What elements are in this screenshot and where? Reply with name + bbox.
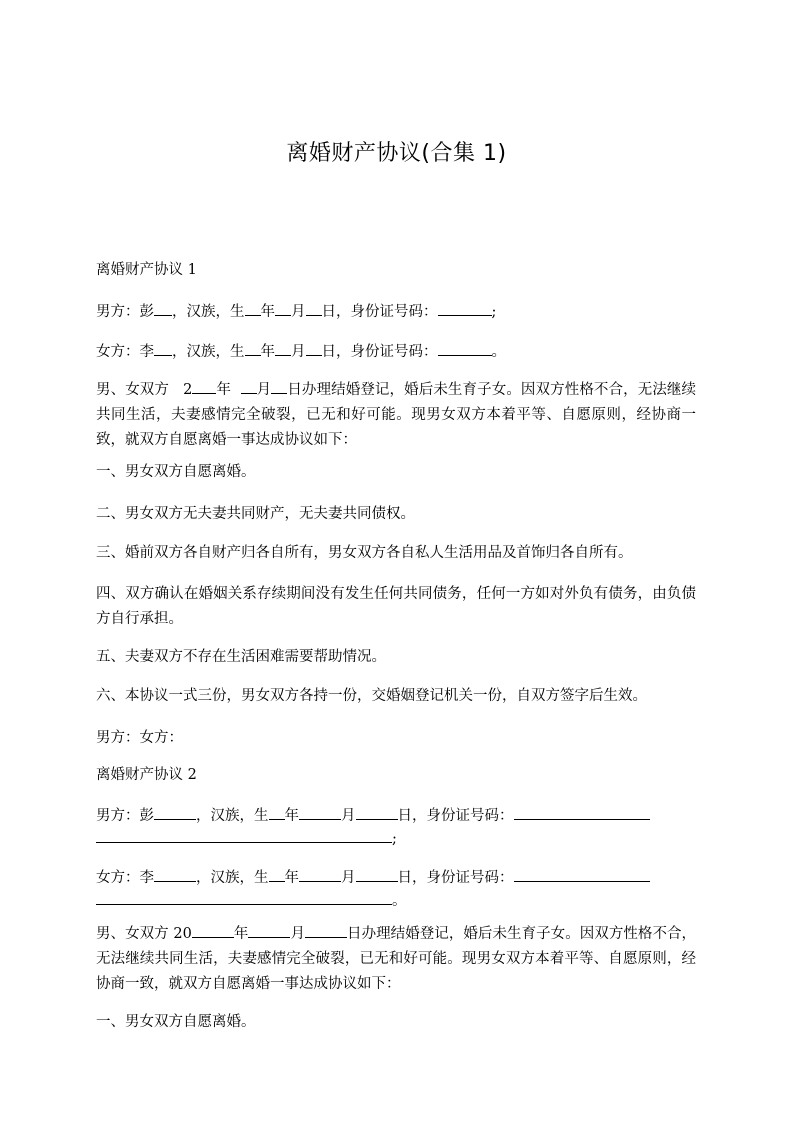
- blank: [275, 341, 291, 356]
- blank: [271, 379, 287, 394]
- text: 年: [233, 926, 249, 942]
- blank: [154, 341, 172, 356]
- blank: [305, 923, 347, 938]
- agreement1-heading: 离婚财产协议 1: [96, 262, 197, 278]
- blank: [356, 867, 398, 882]
- agreement1-female-line: [96, 340, 696, 365]
- text: 年: [284, 870, 299, 886]
- blank: [514, 867, 650, 882]
- text: ;: [392, 831, 397, 847]
- text: 月: [341, 870, 356, 886]
- blank: [192, 923, 234, 938]
- text: 男、女双方 20: [96, 926, 192, 942]
- text: 日，身份证号码：: [397, 808, 514, 824]
- text: ;: [491, 304, 497, 320]
- male-label: 男方：彭: [96, 304, 154, 320]
- agreement2-heading: 离婚财产协议 2: [96, 767, 197, 783]
- blank: [275, 301, 291, 316]
- text: ，汉族，生: [172, 344, 245, 360]
- agreement2-clause-1: 一、男女双方自愿离婚。: [96, 1014, 256, 1030]
- blank: [306, 301, 322, 316]
- text: 日办理结婚登记，婚后未生育子女。因双方性格不合，无法继续共同生活，夫妻感情完全破裂，已无和好可能。现男女双方本着平等、自愿原则，经协商一致，就双方自愿离婚一事达成协议如下：: [96, 382, 697, 448]
- agreement2-marriage-paragraph: [96, 922, 696, 997]
- female-label: 女方：李: [96, 344, 154, 360]
- text: 日，身份证号码：: [321, 304, 438, 320]
- blank: [154, 805, 196, 820]
- text: 月: [256, 382, 272, 398]
- blank: [154, 301, 172, 316]
- blank: [192, 379, 216, 394]
- blank: [245, 301, 261, 316]
- blank: [248, 923, 290, 938]
- agreement2-male-line: [96, 804, 696, 829]
- text: 年: [284, 808, 299, 824]
- text: ，汉族，生: [196, 870, 269, 886]
- agreement1-clause-6: 六、本协议一式三份，男女双方各持一份，交婚姻登记机关一份，自双方签字后生效。: [96, 688, 647, 704]
- agreement1-clause-5: 五、夫妻双方不存在生活困难需要帮助情况。: [96, 649, 386, 665]
- blank: [269, 805, 285, 820]
- agreement1-clause-4: 四、双方确认在婚姻关系存续期间没有发生任何共同债务，任何一方如对外负有债务，由负债方自行承担。: [96, 586, 696, 627]
- agreement2-male-line-cont: [96, 827, 696, 852]
- agreement1-clause-3: 三、婚前双方各自财产归各自所有，男女双方各自私人生活用品及首饰归各自所有。: [96, 545, 633, 561]
- text: 年: [216, 382, 232, 398]
- blank: [269, 867, 285, 882]
- text: 月: [291, 304, 306, 320]
- blank: [299, 867, 341, 882]
- text: ，汉族，生: [196, 808, 269, 824]
- blank: [356, 805, 398, 820]
- blank: [96, 890, 392, 905]
- text: 男、女双方: [96, 382, 170, 398]
- text: 日，身份证号码：: [321, 344, 438, 360]
- blank: [241, 379, 257, 394]
- text: 2: [183, 382, 193, 398]
- agreement2-female-line: [96, 866, 696, 891]
- blank: [154, 867, 196, 882]
- agreement1-marriage-paragraph: [96, 378, 696, 453]
- agreement1-signature: 男方：女方：: [96, 730, 183, 746]
- text: 月: [290, 926, 306, 942]
- text: 月: [341, 808, 356, 824]
- agreement1-clause-1: 一、男女双方自愿离婚。: [96, 464, 256, 480]
- male-label: 男方：彭: [96, 808, 154, 824]
- blank: [514, 805, 650, 820]
- blank: [438, 341, 492, 356]
- female-label: 女方：李: [96, 870, 154, 886]
- text: 年: [260, 304, 275, 320]
- text: 年: [260, 344, 275, 360]
- agreement1-clause-2: 二、男女双方无夫妻共同财产，无夫妻共同债权。: [96, 506, 415, 522]
- text: 日，身份证号码：: [397, 870, 514, 886]
- text: 。: [491, 344, 506, 360]
- agreement1-male-line: [96, 300, 696, 325]
- text: 月: [291, 344, 306, 360]
- document-title: 离婚财产协议(合集 1): [286, 141, 507, 166]
- text: ，汉族，生: [172, 304, 245, 320]
- blank: [438, 301, 492, 316]
- blank: [245, 341, 261, 356]
- text: 。: [392, 893, 407, 909]
- text: 日办理结婚登记，婚后未生育子女。因双方性格不合，无法继续共同生活，夫妻感情完全破裂，已无和好可能。现男女双方本着平等、自愿原则，经协商一致，就双方自愿离婚一事达成协议如下：: [96, 926, 697, 992]
- blank: [306, 341, 322, 356]
- agreement2-female-line-cont: [96, 889, 696, 914]
- blank: [96, 828, 392, 843]
- blank: [299, 805, 341, 820]
